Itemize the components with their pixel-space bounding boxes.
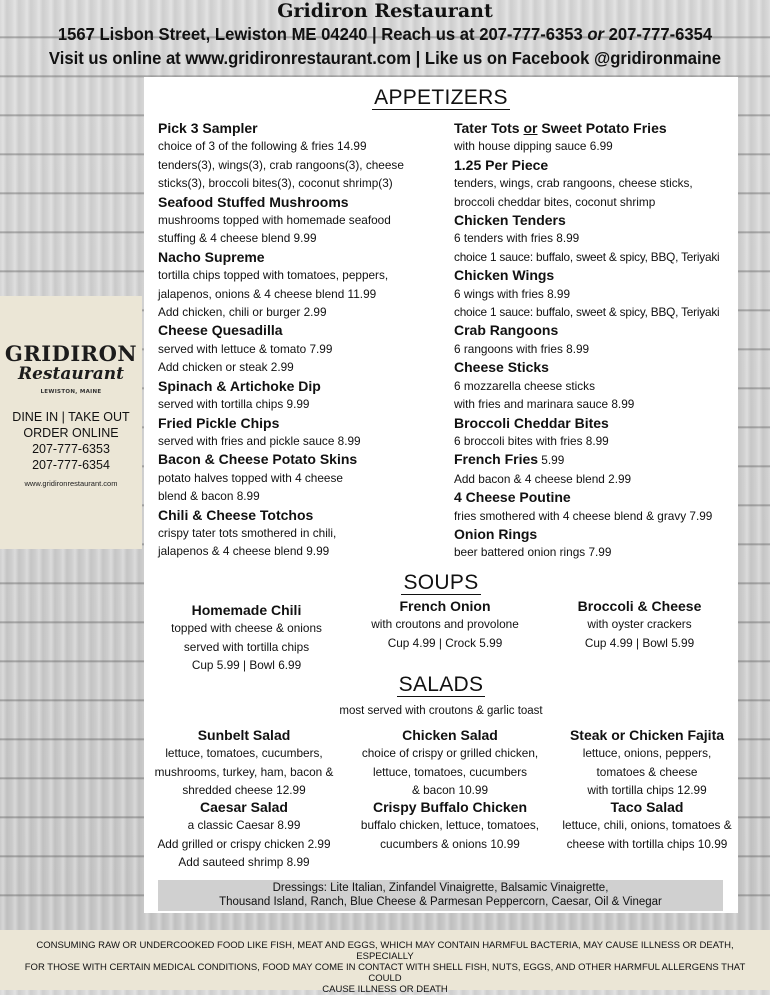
menu-item: Chicken Tenders 6 tenders with fries 8.99 choice 1 sauce: buffalo, sweet & spicy, BBQ, Teriyaki xyxy=(454,212,720,264)
logo-top-text: GRIDIRON xyxy=(4,341,138,366)
menu-item: Cheese Quesadilla served with lettuce & tomato 7.99 Add chicken or steak 2.99 xyxy=(158,322,333,375)
sidebar-panel xyxy=(0,296,142,549)
menu-item: Steak or Chicken Fajita lettuce, onions, peppers, tomatoes & cheese with tortilla chips 12.99 xyxy=(569,727,725,798)
appetizers-right-column xyxy=(454,119,738,562)
menu-item: Homemade Chili topped with cheese & onions served with tortilla chips Cup 5.99 | Bowl 6.99 xyxy=(171,602,322,673)
address-line xyxy=(19,22,751,46)
menu-item: 1.25 Per Piece tenders, wings, crab rangoons, cheese sticks, broccoli cheddar bites, coconut shrimp xyxy=(454,156,693,209)
address-or: or xyxy=(587,24,604,44)
menu-item: Crab Rangoons 6 rangoons with fries 8.99 xyxy=(454,322,590,356)
dressings-line-2: Thousand Island, Ranch, Blue Cheese & Parmesan Peppercorn, Caesar, Oil & Vinegar xyxy=(219,896,662,908)
menu-item: Chili & Cheese Totchos crispy tater tots smothered in chili, jalapenos & 4 cheese blend 9.99 xyxy=(158,506,337,559)
order-online-text: ORDER ONLINE xyxy=(23,426,119,440)
salads-row-2 xyxy=(144,798,738,872)
menu-item: Chicken Wings 6 wings with fries 8.99 choice 1 sauce: buffalo, sweet & spicy, BBQ, Teriyaki xyxy=(454,267,720,320)
sidebar-phone-1: 207-777-6353 xyxy=(32,442,110,456)
menu-item: Caesar Salad a classic Caesar 8.99 Add grilled or crispy chicken 2.99 Add sauteed shrimp 8.99 xyxy=(157,799,331,870)
salads-heading: SALADS xyxy=(398,673,484,696)
sidebar-info xyxy=(0,409,142,473)
menu-item: Chicken Salad choice of crispy or grilled chicken, lettuce, tomatoes, cucumbers & bacon 10.99 xyxy=(361,727,539,798)
menu-item: Tater Tots or Sweet Potato Fries with house dipping sauce 6.99 xyxy=(454,120,667,154)
menu-item: Bacon & Cheese Potato Skins potato halves topped with 4 cheese blend & bacon 8.99 xyxy=(158,451,358,504)
menu-item: Pick 3 Sampler choice of 3 of the following & fries 14.99 tenders(3), wings(3), crab rangoons(3), cheese sticks(3), broccoli bites(3), coconut shrimp(3) xyxy=(158,120,404,191)
salads-note: most served with croutons & garlic toast xyxy=(339,705,543,717)
menu-item: Broccoli & Cheese with oyster crackers Cup 4.99 | Bowl 5.99 xyxy=(577,598,702,650)
sidebar-phone-2: 207-777-6354 xyxy=(32,458,110,472)
menu-item: Taco Salad lettuce, chili, onions, tomatoes & cheese with tortilla chips 10.99 xyxy=(562,799,732,851)
address-text: 1567 Lisbon Street, Lewiston ME 04240 | Reach us at 207-777-6353 xyxy=(57,24,588,44)
dine-in-text: DINE IN | TAKE OUT xyxy=(12,410,130,424)
footer-disclaimer xyxy=(0,930,770,995)
logo-mid-text: Restaurant xyxy=(18,364,124,384)
sidebar-website: www.gridironrestaurant.com xyxy=(24,479,118,488)
appetizers-left-column xyxy=(158,119,440,561)
menu-item: Crispy Buffalo Chicken buffalo chicken, lettuce, tomatoes, cucumbers & onions 10.99 xyxy=(360,799,540,851)
soups-heading: SOUPS xyxy=(403,571,479,594)
soups-row xyxy=(144,597,738,675)
menu-card xyxy=(144,77,738,913)
disclaimer-text: CONSUMING RAW OR UNDERCOOKED FOOD LIKE FISH, MEAT AND EGGS, WHICH MAY CONTAIN HARMFUL BACTERIA, MAY CAUSE ILLNESS OR DEATH, ESPECIALLY FOR THOSE WITH CERTAIN MEDICAL CONDITIONS, FOOD MAY COME IN CONTACT WITH SHELL FISH, NUTS, EGGS, AND OTHER HARMFUL ALLERGENS THAT COULD CAUSE ILLNESS OR DEATH xyxy=(24,940,746,995)
dressings-line-1: Dressings: Lite Italian, Zinfandel Vinaigrette, Balsamic Vinaigrette, xyxy=(272,882,609,894)
menu-item: 4 Cheese Poutine fries smothered with 4 cheese blend & gravy 7.99 xyxy=(454,489,713,523)
web-line: Visit us online at www.gridironrestaurant.com | Like us on Facebook @gridironmaine xyxy=(48,48,722,68)
dressings-box xyxy=(158,880,723,911)
menu-item: Seafood Stuffed Mushrooms mushrooms topped with homemade seafood stuffing & 4 cheese blend 9.99 xyxy=(158,193,391,246)
menu-item: Onion Rings beer battered onion rings 7.99 xyxy=(454,525,612,560)
menu-item: Spinach & Artichoke Dip served with tortilla chips 9.99 xyxy=(158,377,321,412)
gridiron-logo xyxy=(0,342,142,395)
address-phone-2: 207-777-6354 xyxy=(603,24,713,44)
menu-item: Broccoli Cheddar Bites 6 broccoli bites with fries 8.99 xyxy=(454,414,609,448)
menu-item: Fried Pickle Chips served with fries and pickle sauce 8.99 xyxy=(158,414,361,448)
menu-item: Cheese Sticks 6 mozzarella cheese sticks with fries and marinara sauce 8.99 xyxy=(454,359,635,412)
menu-item: Nacho Supreme tortilla chips topped with tomatoes, peppers, jalapenos, onions & 4 cheese blend 11.99 Add chicken, chili or burger 2.99 xyxy=(158,248,389,320)
menu-item: Sunbelt Salad lettuce, tomatoes, cucumbers, mushrooms, turkey, ham, bacon & shredded cheese 12.99 xyxy=(154,727,334,798)
menu-item: French Onion with croutons and provolone Cup 4.99 | Crock 5.99 xyxy=(371,598,519,650)
restaurant-title: Gridiron Restaurant xyxy=(277,0,493,22)
page-header xyxy=(0,0,770,70)
logo-sub-text: LEWISTON, MAINE xyxy=(40,389,102,395)
salads-row-1 xyxy=(144,726,738,800)
appetizers-heading: APPETIZERS xyxy=(374,86,508,109)
menu-item: French Fries 5.99 Add bacon & 4 cheese blend 2.99 xyxy=(454,451,632,486)
